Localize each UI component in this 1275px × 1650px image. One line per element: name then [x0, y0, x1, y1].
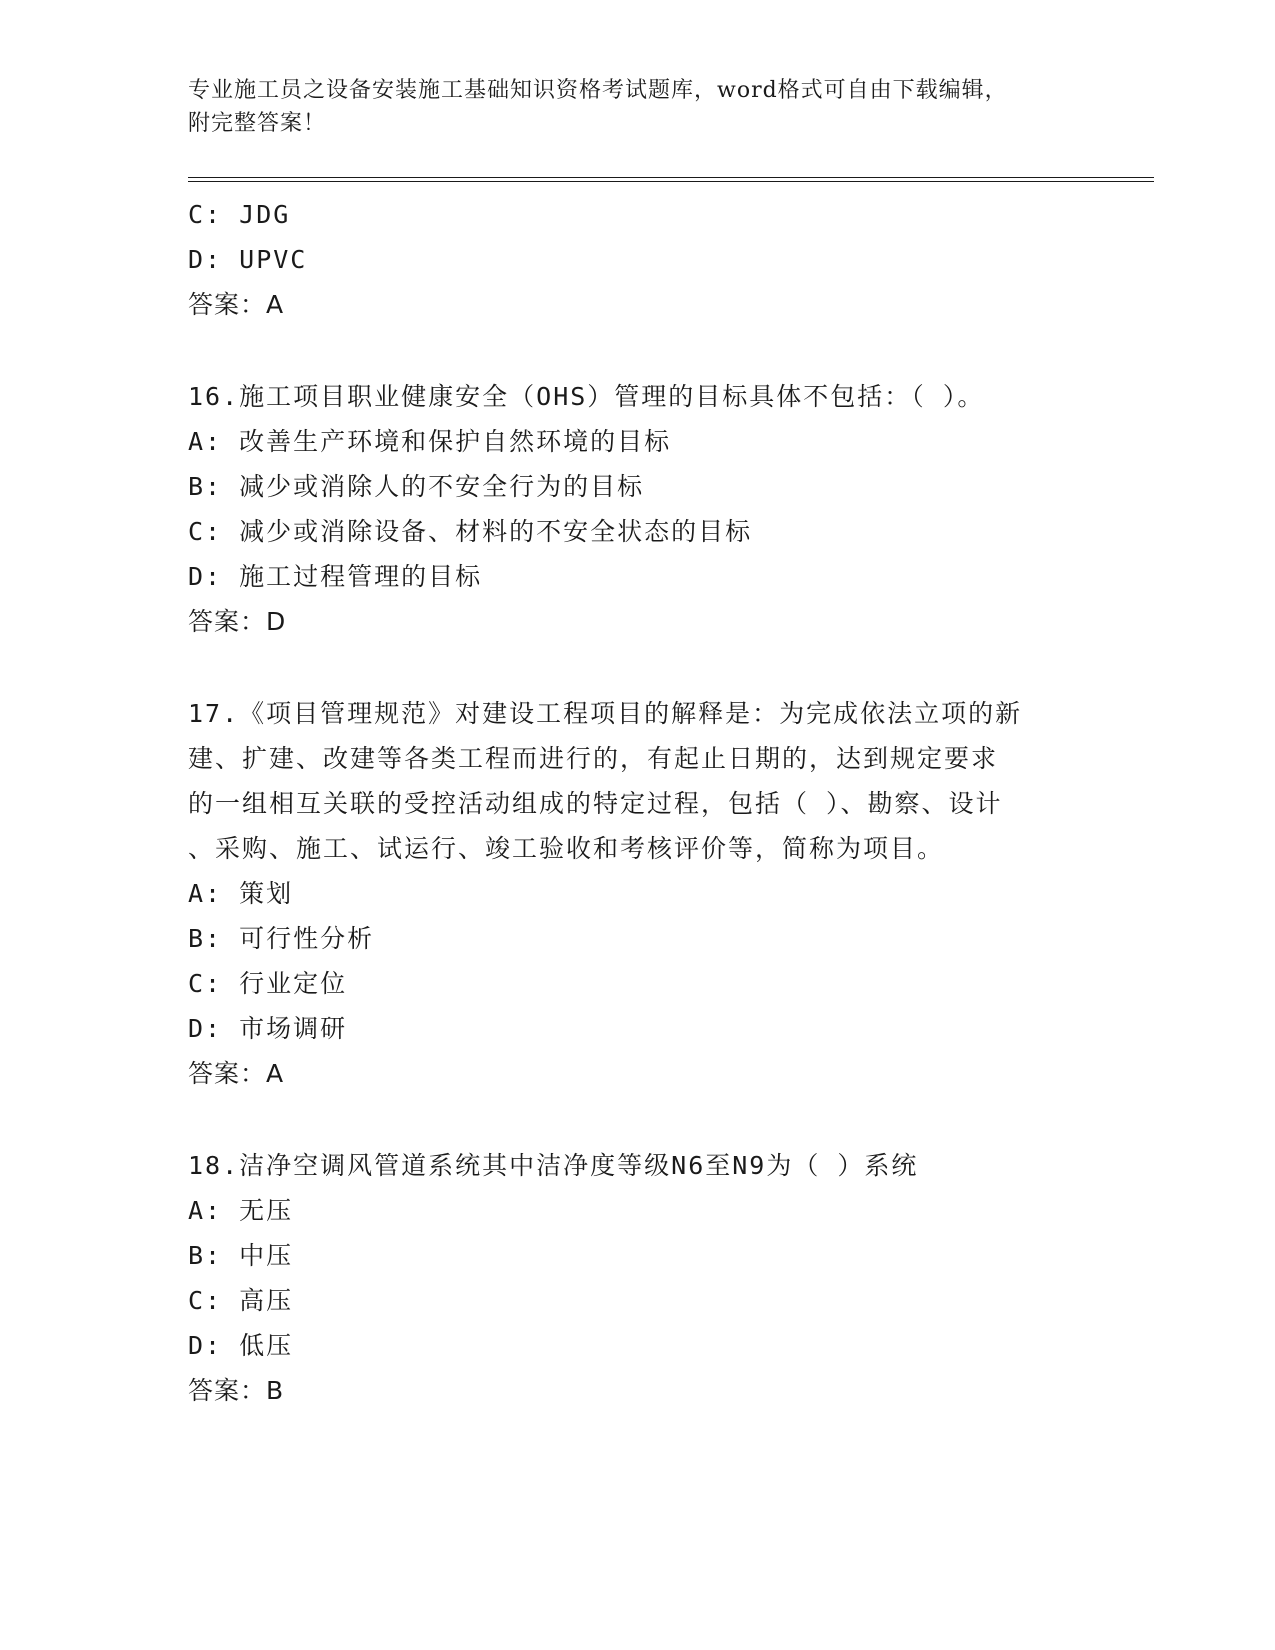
option-c: C: 行业定位: [188, 969, 348, 998]
question-16: [188, 374, 1088, 644]
answer: 答案：A: [188, 1059, 285, 1088]
option-a: A: 无压: [188, 1196, 294, 1225]
spacer: [188, 644, 1088, 691]
question-stem: 18.洁净空调风管道系统其中洁净度等级N6至N9为（ ）系统: [188, 1151, 919, 1180]
option-b: B: 中压: [188, 1241, 294, 1270]
question-stem-line-4: 、采购、施工、试运行、竣工验收和考核评价等，简称为项目。: [188, 834, 945, 863]
spacer: [188, 327, 1088, 374]
spacer: [188, 1096, 1088, 1143]
header-title-line-2: 附完整答案！: [188, 111, 327, 136]
option-b: B: 可行性分析: [188, 924, 375, 953]
option-d: D: 施工过程管理的目标: [188, 562, 483, 591]
header-divider: [188, 177, 1154, 182]
question-stem-line-1: 17.《项目管理规范》对建设工程项目的解释是：为完成依法立项的新: [188, 699, 1023, 728]
question-stem-line-3: 的一组相互关联的受控活动组成的特定过程，包括（ ）、勘察、设计: [188, 789, 1003, 818]
option-d: D: 市场调研: [188, 1014, 348, 1043]
option-c: C: 高压: [188, 1286, 294, 1315]
answer: 答案：B: [188, 1376, 285, 1405]
option-c: C: 减少或消除设备、材料的不安全状态的目标: [188, 517, 753, 546]
option-d: D: UPVC: [188, 245, 308, 274]
page-header: [188, 74, 1068, 140]
question-stem: 16.施工项目职业健康安全（OHS）管理的目标具体不包括：（ ）。: [188, 382, 985, 411]
answer: 答案：D: [188, 607, 287, 636]
question-18: [188, 1143, 1088, 1413]
answer: 答案：A: [188, 290, 285, 319]
header-title-line-1: 专业施工员之设备安装施工基础知识资格考试题库，word格式可自由下载编辑，: [188, 78, 1008, 103]
option-b: B: 减少或消除人的不安全行为的目标: [188, 472, 645, 501]
option-c: C: JDG: [188, 200, 291, 229]
option-d: D: 低压: [188, 1331, 294, 1360]
question-17: [188, 691, 1088, 1096]
option-a: A: 改善生产环境和保护自然环境的目标: [188, 427, 672, 456]
option-a: A: 策划: [188, 879, 294, 908]
question-content: [188, 192, 1088, 1413]
question-stem-line-2: 建、扩建、改建等各类工程而进行的，有起止日期的，达到规定要求: [188, 744, 999, 773]
